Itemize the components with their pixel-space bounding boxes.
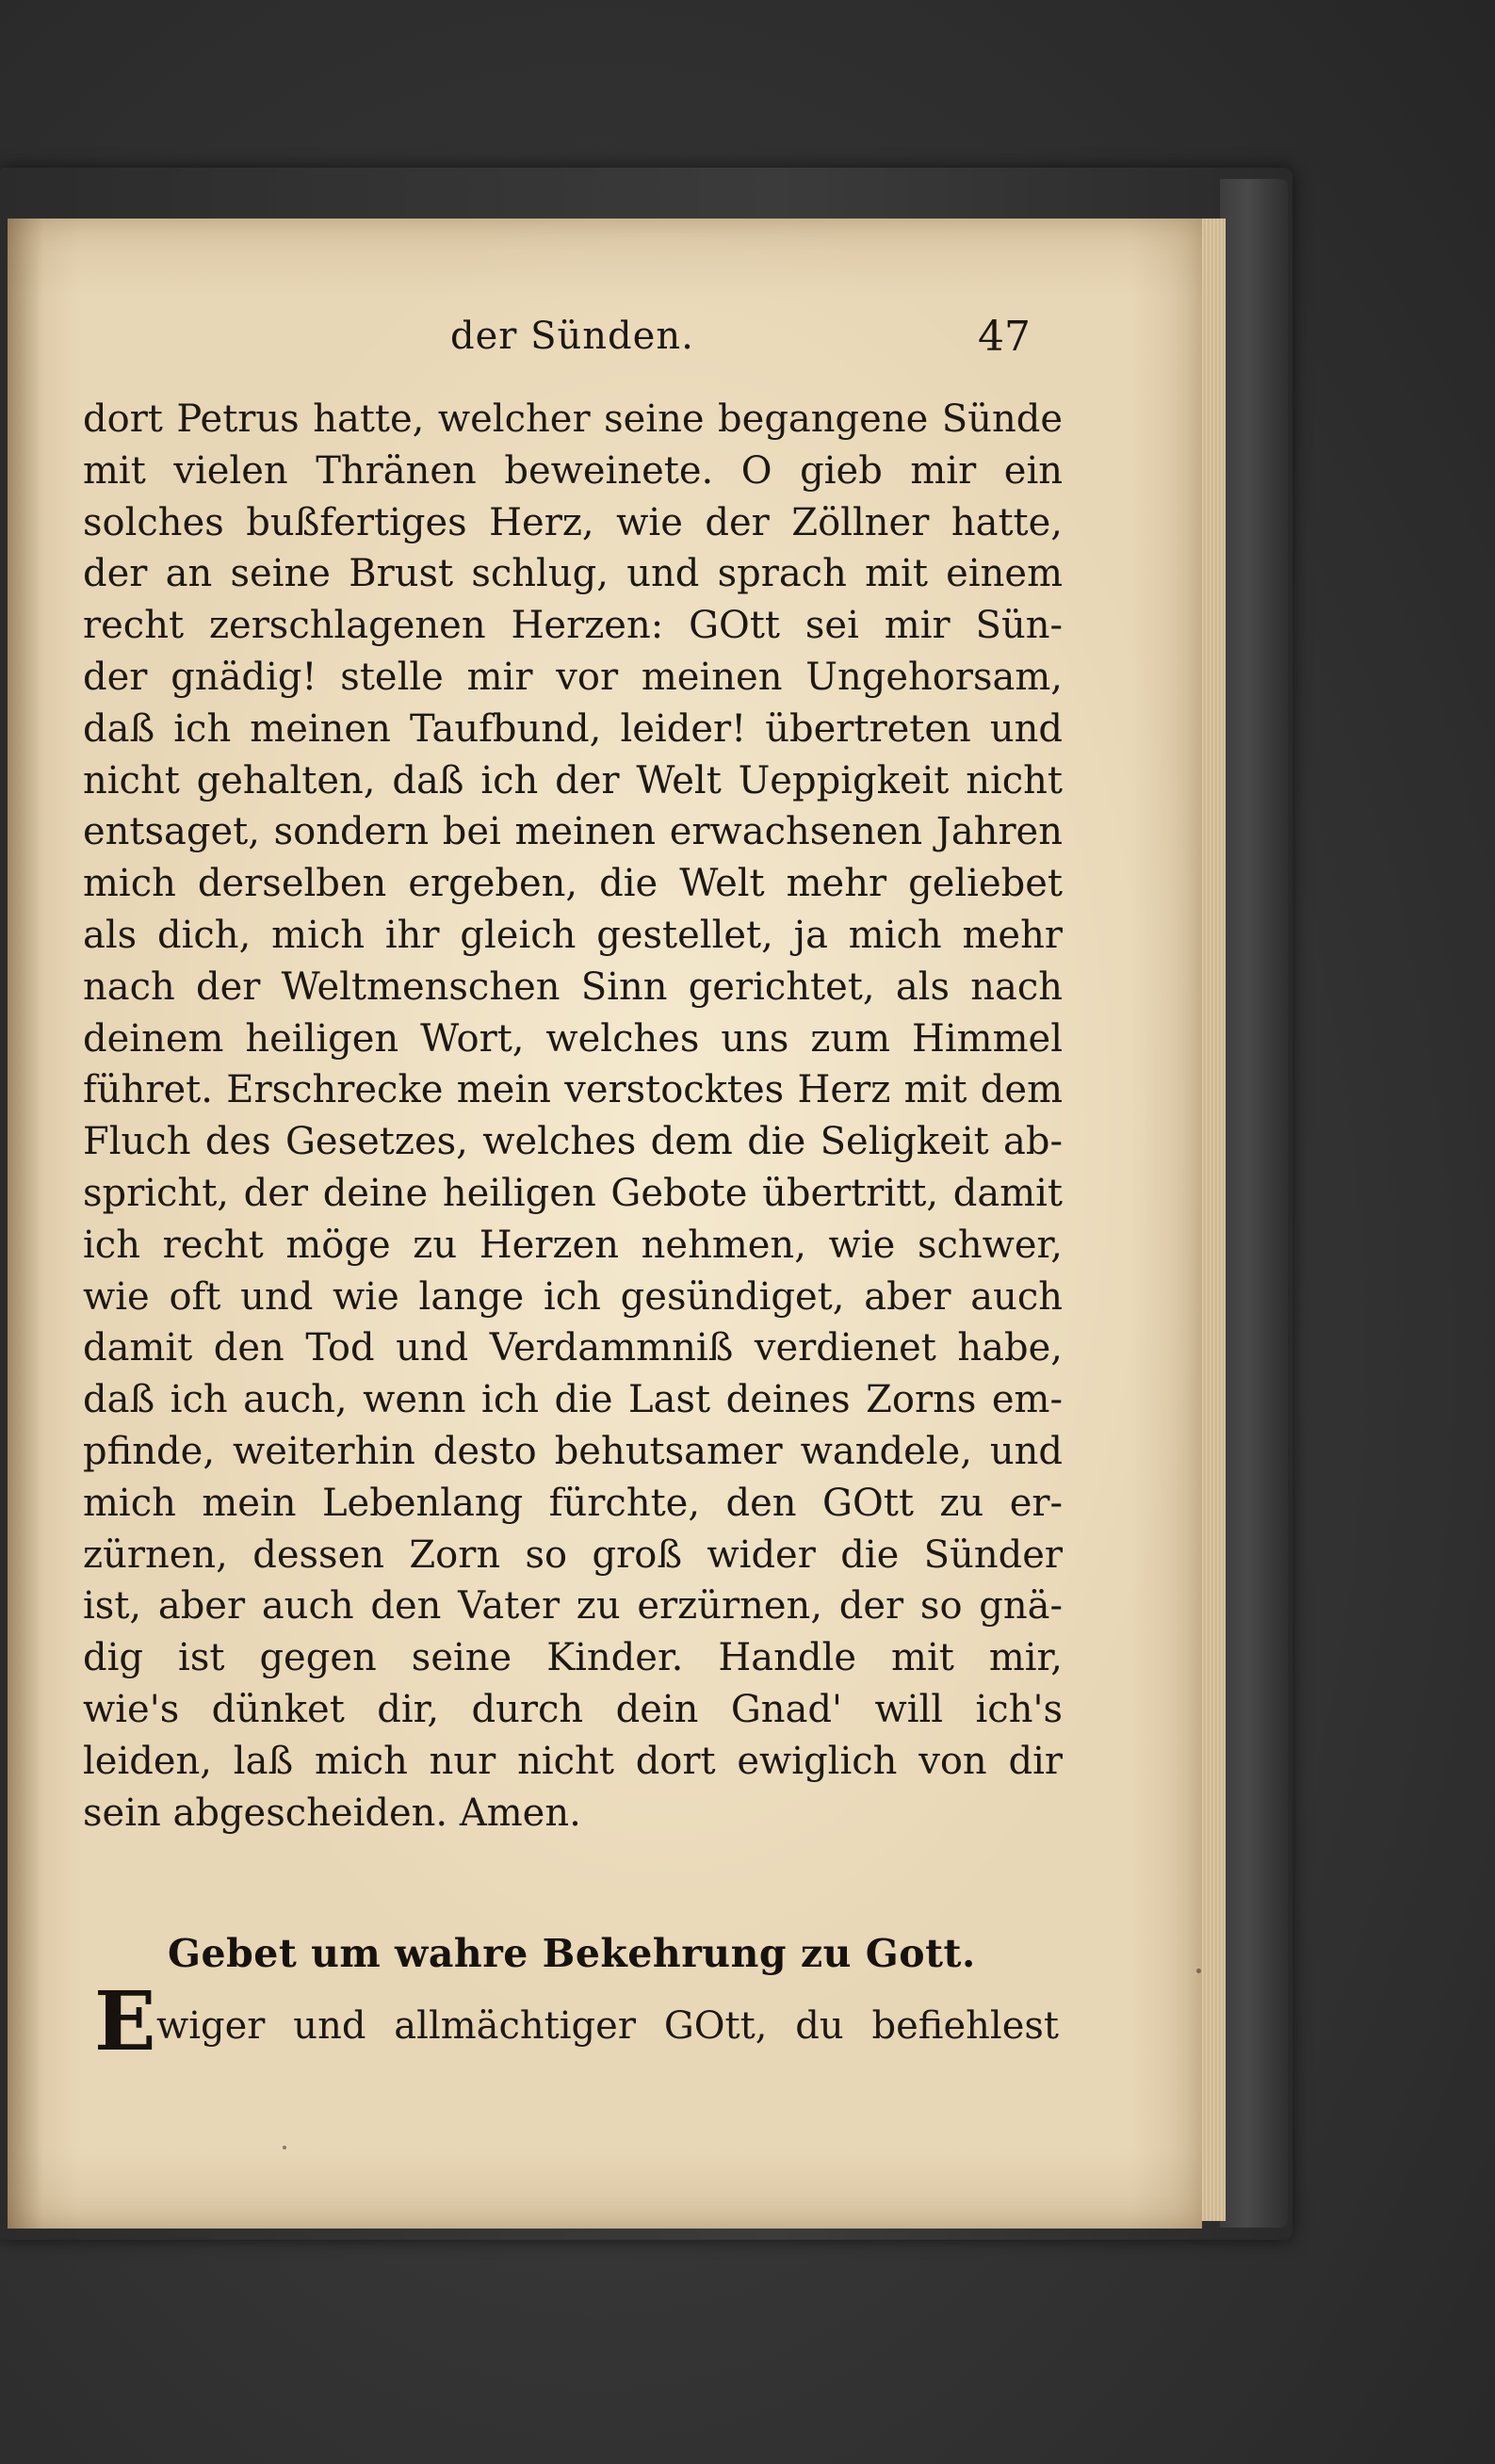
prayer-opening <box>94 1974 1074 2069</box>
text-line: recht zerschlagenen Herzen: GOtt sei mir Sün- <box>83 604 1063 648</box>
section-heading: Gebet um wahre Bekehrung zu Gott. <box>168 1931 976 1976</box>
text-line: spricht, der deine heiligen Gebote übertritt, damit <box>83 1171 1063 1215</box>
text-line: dig ist gegen seine Kinder. Handle mit mir, <box>83 1636 1063 1680</box>
text-line: als dich, mich ihr gleich gestellet, ja mich mehr <box>83 913 1063 957</box>
text-line: daß ich meinen Taufbund, leider! übertreten und <box>83 706 1063 751</box>
text-line: sein abgescheiden. Amen. <box>83 1791 581 1835</box>
text-line: leiden, laß mich nur nicht dort ewiglich von dir <box>83 1739 1063 1783</box>
text-line: führet. Erschrecke mein verstocktes Herz mit dem <box>83 1068 1063 1112</box>
text-line: mich derselben ergeben, die Welt mehr geliebet <box>83 862 1063 906</box>
text-line: dort Petrus hatte, welcher seine begangene Sünde <box>83 397 1063 441</box>
paper-speck <box>283 2146 286 2149</box>
text-line: Fluch des Gesetzes, welches dem die Seligkeit ab- <box>83 1120 1063 1164</box>
text-line: deinem heiligen Wort, welches uns zum Himmel <box>83 1016 1063 1061</box>
book-page <box>8 219 1202 2229</box>
text-line: ich recht möge zu Herzen nehmen, wie schwer, <box>83 1223 1063 1267</box>
text-line: der gnädig! stelle mir vor meinen Ungehorsam, <box>83 655 1063 699</box>
body-text <box>83 394 1063 1839</box>
text-line: der an seine Brust schlug, und sprach mit einem <box>83 552 1063 596</box>
text-line: nicht gehalten, daß ich der Welt Ueppigkeit nicht <box>83 758 1063 802</box>
text-line: wie's dünket dir, durch dein Gnad' will ich's <box>83 1687 1063 1731</box>
paper-speck <box>1196 1969 1201 1973</box>
text-line: pfinde, weiterhin desto behutsamer wandele, und <box>83 1429 1063 1473</box>
text-line: mich mein Lebenlang fürchte, den GOtt zu er- <box>83 1481 1063 1525</box>
drop-cap: E <box>94 1974 156 2069</box>
text-line: entsaget, sondern bei meinen erwachsenen Jahren <box>83 810 1063 854</box>
text-line: wie oft und wie lange ich gesündiget, aber auch <box>83 1274 1063 1319</box>
prayer-first-line: wiger und allmächtiger GOtt, du befiehlest <box>156 2004 1059 2048</box>
text-line: damit den Tod und Verdammniß verdienet habe, <box>83 1326 1063 1370</box>
text-line: solches bußfertiges Herz, wie der Zöllner hatte, <box>83 500 1063 544</box>
book-cover-edge <box>1220 179 1288 2228</box>
text-line: daß ich auch, wenn ich die Last deines Zorns em- <box>83 1378 1063 1422</box>
page-number: 47 <box>978 313 1031 361</box>
text-line: nach der Weltmenschen Sinn gerichtet, als nach <box>83 965 1063 1009</box>
page-stack-edge <box>1198 219 1226 2221</box>
running-head-title: der Sünden. <box>450 315 694 358</box>
text-line: mit vielen Thränen beweinete. O gieb mir ein <box>83 448 1063 493</box>
running-head <box>8 315 1202 371</box>
gutter-shadow <box>8 219 43 2229</box>
text-line: ist, aber auch den Vater zu erzürnen, der so gnä- <box>83 1584 1063 1629</box>
text-line: zürnen, dessen Zorn so groß wider die Sünder <box>83 1532 1063 1577</box>
